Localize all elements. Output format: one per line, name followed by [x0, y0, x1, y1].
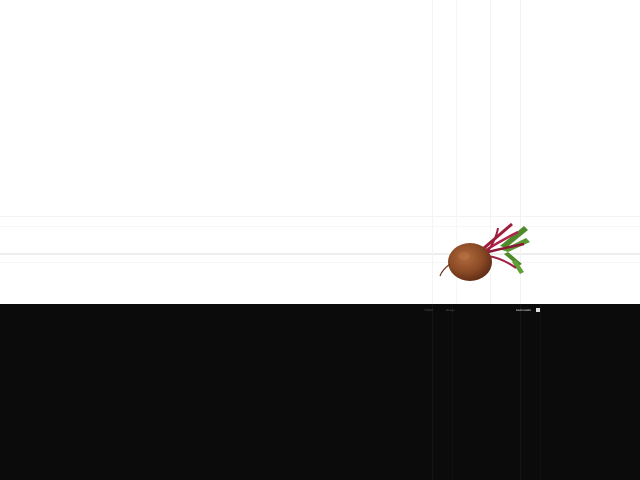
guide-line — [432, 0, 433, 304]
guide-line — [0, 262, 640, 263]
brand-logo-icon[interactable] — [536, 308, 540, 312]
guide-line — [520, 304, 521, 480]
footer-area — [0, 304, 640, 480]
credit-link[interactable]: · design — [444, 308, 455, 312]
guide-line — [0, 226, 640, 227]
copyright-text: ©2010 — [424, 308, 433, 312]
guide-line — [432, 304, 433, 480]
guide-line — [0, 253, 640, 255]
brand-link[interactable]: beetstudio — [516, 308, 532, 312]
guide-line — [540, 304, 541, 480]
guide-line — [452, 304, 453, 480]
footer-bar — [424, 306, 544, 314]
beet-icon — [438, 218, 538, 290]
guide-line — [0, 216, 640, 217]
